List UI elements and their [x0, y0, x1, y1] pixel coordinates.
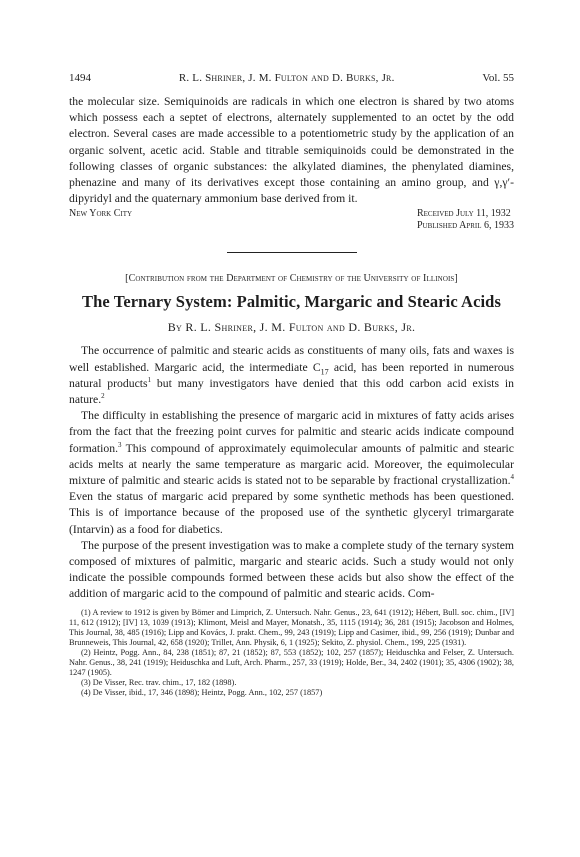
- footnote-ref[interactable]: 2: [101, 392, 105, 401]
- location: New York City: [69, 208, 133, 220]
- footnote-2: (2) Heintz, Pogg. Ann., 84, 238 (1851); 87, 21 (1852); 87, 553 (1852); 102, 257 (1857); Heiduschka and Felser, Z. Untersuch. Nahr. Genus., 38, 241 (1919); Heiduschka and Luft, Arch. Pharm., 257, 33 (1919); Holde, Ber., 34, 2402 (1901); 35, 4306 (1902); 38, 1247 (1905).: [69, 647, 514, 677]
- footnote-3: (3) De Visser, Rec. trav. chim., 17, 182 (1898).: [81, 677, 237, 687]
- footnotes: [69, 608, 514, 698]
- dates: [417, 208, 514, 231]
- previous-article: [69, 94, 514, 207]
- section-divider: [227, 252, 357, 253]
- footnote-1: (1) A review to 1912 is given by Bömer and Limprich, Z. Untersuch. Nahr. Genus., 23, 641 (1912); Hébert, Bull. soc. chim., [IV] 11, 612 (1912); [IV] 13, 1039 (1913); Klimont, Meisl and Mayer, Monatsh., 35, 1115 (1914); 36, 281 (1915); Jacobson and Holmes, This Journal, 38, 485 (1916); Lipp and Kovács, J. prakt. Chem., 99, 243 (1919); Lipp and Casimer, ibid., 99, 256 (1919); Dunbar and Brunneweis, This Journal, 42, 658 (1920); Trillet, Ann. Physik, 6, 1 (1925); Sekito, Z. physiol. Chem., 199, 225 (1931).: [69, 607, 514, 647]
- article-footer-info: [69, 208, 514, 231]
- paragraph-2: [69, 408, 514, 538]
- paragraph-3: The purpose of the present investigation was to make a complete study of the ternary system composed of mixtures of palmitic, margaric and stearic acids. Such a study would not only indicate the possible compounds formed between these acids but also show the effect of the addition of margaric acid to the compound of palmitic and stearic acids. Com-: [69, 538, 514, 601]
- published-date: Published April 6, 1933: [416, 219, 514, 231]
- page-number: 1494: [69, 72, 91, 84]
- paper-title: The Ternary System: Palmitic, Margaric and Stearic Acids: [82, 292, 501, 312]
- contribution-line: [Contribution from the Department of Chemistry of the University of Illinois]: [125, 273, 458, 285]
- author-byline: By R. L. Shriner, J. M. Fulton and D. Burks, Jr.: [167, 320, 416, 335]
- running-title: R. L. Shriner, J. M. Fulton and D. Burks, Jr.: [178, 72, 395, 84]
- footnote-ref[interactable]: 3: [118, 440, 122, 449]
- footnote-ref[interactable]: 4: [510, 473, 514, 482]
- text-run: acid, has been reported in numerous natural products: [69, 360, 514, 390]
- paragraph-1: [69, 343, 514, 408]
- article-body: [69, 343, 514, 602]
- previous-article-paragraph: the molecular size. Semiquinoids are radicals in which one electron is shared by two atoms which possess each a septet of electrons, alternately supplemented to an octet by the odd electron. Several cases are made accessible to a potentiometric study by the application of an organic solvent, acetic acid. Stable and titrable semiquinoids could be demonstrated in the following classes of organic substances: the alkylated diamines, the phenylated diamines, phenazine and many of its derivatives except those containing an amino group, and γ,γ′-dipyridyl and the quaternary ammonium base derived from it.: [69, 95, 514, 206]
- text-run: The difficulty in establishing the presence of margaric acid in mixtures of fatty acids arises from the fact that the freezing point curves for palmitic and stearic acids indicate compound formation.: [69, 409, 514, 455]
- subscript: 17: [320, 366, 329, 376]
- running-header: [69, 72, 514, 86]
- received-date: Received July 11, 1932: [416, 208, 511, 220]
- text-run: This compound of approximately equimolecular amounts of palmitic and stearic acids melts at nearly the same temperature as margaric acid. Moreover, the equimolecular mixture of palmitic and stearic acids is stated not to be separable by fractional crystallization.: [69, 441, 514, 488]
- text-run: The occurrence of palmitic and stearic acids as constituents of many oils, fats and waxes is well established. Margaric acid, the intermediate C: [69, 344, 514, 374]
- text-run: Even the status of margaric acid prepared by some synthetic methods has been questioned. This is of importance because of the proposed use of the synthetic glyceryl trimargarate (Intarvin) as a food for diabetics.: [69, 490, 514, 536]
- footnote-ref[interactable]: 1: [147, 375, 152, 384]
- text-run: but many investigators have denied that this odd carbon acid exists in nature.: [69, 376, 515, 407]
- footnote-4: (4) De Visser, ibid., 17, 346 (1898); Heintz, Pogg. Ann., 102, 257 (1857): [81, 687, 323, 697]
- journal-page: [69, 72, 514, 698]
- volume-number: Vol. 55: [482, 72, 514, 84]
